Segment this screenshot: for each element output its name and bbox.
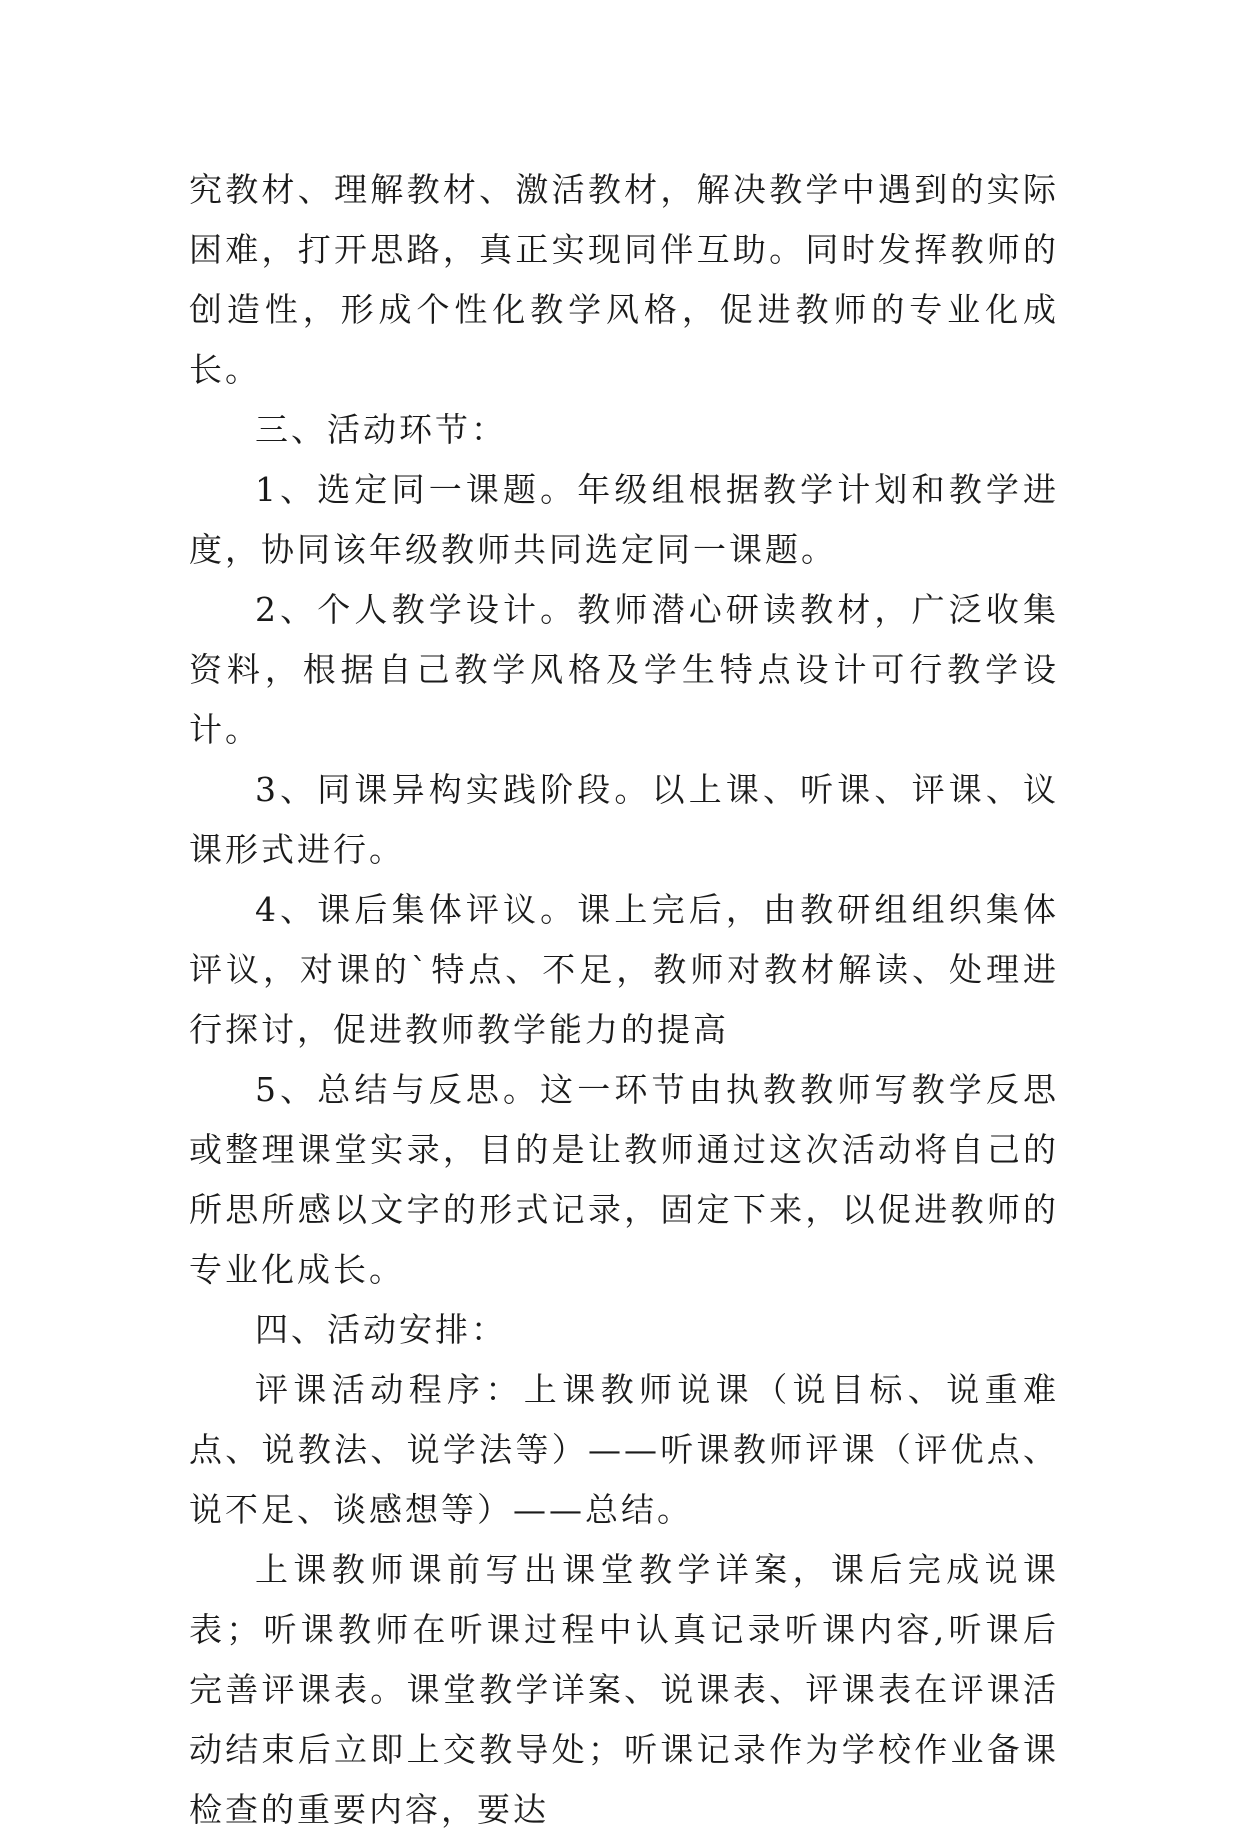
paragraph-evaluation-procedure: 评课活动程序：上课教师说课（说目标、说重难点、说教法、说学法等）——听课教师评课（评优点、说不足、谈感想等）——总结。 (189, 1370, 1059, 1529)
paragraph-step-1: 1、选定同一课题。年级组根据教学计划和教学进度，协同该年级教师共同选定同一课题。 (189, 470, 1059, 569)
paragraph-step-3: 3、同课异构实践阶段。以上课、听课、评课、议课形式进行。 (189, 770, 1059, 869)
section-heading-activity-schedule: 四、活动安排： (255, 1310, 507, 1349)
section-heading-activity-steps: 三、活动环节： (255, 410, 507, 449)
document-body (189, 160, 1059, 1840)
paragraph-lesson-requirements: 上课教师课前写出课堂教学详案，课后完成说课表；听课教师在听课过程中认真记录听课内容,听课后完善评课表。课堂教学详案、说课表、评课表在评课活动结束后立即上交教导处；听课记录作为学校作业备课检查的重要内容，要达 (189, 1550, 1059, 1829)
paragraph-step-4: 4、课后集体评议。课上完后，由教研组组织集体评议，对课的`特点、不足，教师对教材解读、处理进行探讨，促进教师教学能力的提高 (189, 890, 1059, 1049)
paragraph-step-2: 2、个人教学设计。教师潜心研读教材，广泛收集资料，根据自己教学风格及学生特点设计可行教学设计。 (189, 590, 1059, 749)
paragraph-continuation: 究教材、理解教材、激活教材，解决教学中遇到的实际困难，打开思路，真正实现同伴互助。同时发挥教师的创造性，形成个性化教学风格，促进教师的专业化成长。 (189, 170, 1059, 389)
paragraph-step-5: 5、总结与反思。这一环节由执教教师写教学反思或整理课堂实录，目的是让教师通过这次活动将自己的所思所感以文字的形式记录，固定下来，以促进教师的专业化成长。 (189, 1070, 1059, 1289)
